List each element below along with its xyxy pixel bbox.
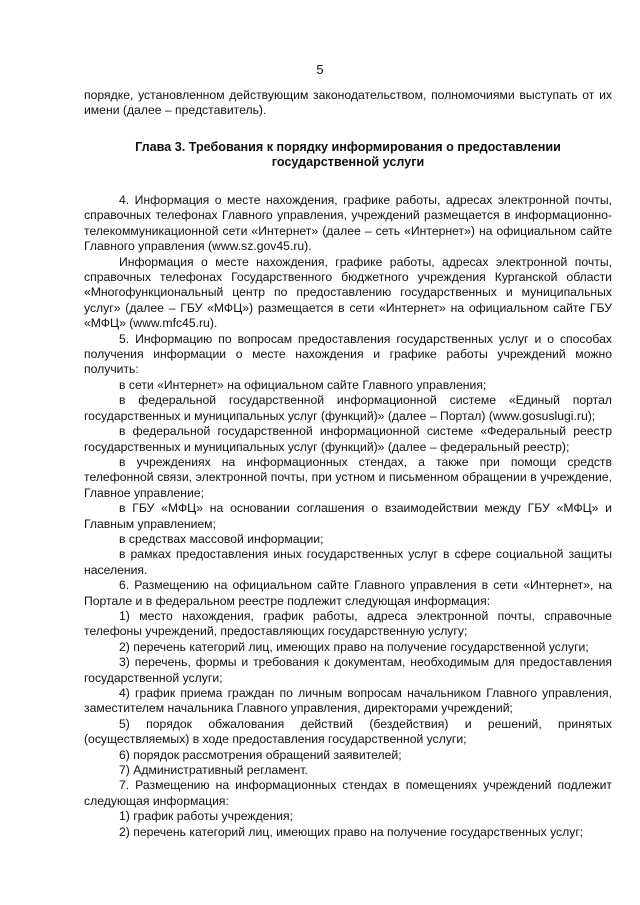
- paragraph-4: 4. Информация о месте нахождения, графике работы, адресах электронной почты, справочных телефонах Главного управления, учреждений размещается в информационно-телекоммуникационной сети «Интернет» (далее – сеть «Интернет») на официальном сайте Главного управления (www.sz.gov45.ru).: [84, 193, 612, 254]
- list-item: в ГБУ «МФЦ» на основании соглашения о взаимодействии между ГБУ «МФЦ» и Главным управлением;: [84, 501, 612, 531]
- list-item: в сети «Интернет» на официальном сайте Главного управления;: [119, 377, 487, 392]
- list-item: 7) Административный регламент.: [119, 763, 308, 778]
- list-item: в федеральной государственной информационной системе «Федеральный реестр государственных и муниципальных услуг (функций)» (далее – федеральный реестр);: [84, 424, 612, 454]
- list-item: 4) график приема граждан по личным вопросам начальником Главного управления, заместителем начальника Главного управления, директорами учреждений;: [84, 686, 612, 716]
- continuation-paragraph: порядке, установленном действующим законодательством, полномочиями выступать от их имени (далее – представитель).: [84, 88, 612, 118]
- list-item: 5) порядок обжалования действий (бездействия) и решений, принятых (осуществляемых) в ходе предоставления государственной услуги;: [84, 716, 612, 747]
- list-item: в федеральной государственной информационной системе «Единый портал государственных и муниципальных услуг (функций)» (далее – Портал) (www.gosuslugi.ru);: [84, 393, 612, 423]
- list-item: 1) место нахождения, график работы, адреса электронной почты, справочные телефоны учреждений, предоставляющих государственную услугу;: [84, 608, 612, 639]
- document-body: [84, 88, 612, 840]
- list-item: 1) график работы учреждения;: [119, 809, 293, 824]
- paragraph-4-mfc: Информация о месте нахождения, графике работы, адресах электронной почты, справочных телефонах Государственного бюджетного учреждения Курганской области «Многофункциональный центр по предоставлению государственных и муниципальных услуг» (далее – ГБУ «МФЦ») размещается в сети «Интернет» на официальном сайте ГБУ «МФЦ» (www.mfc45.ru).: [84, 254, 612, 331]
- paragraph-5: 5. Информацию по вопросам предоставления государственных услуг и о способах получения информации о месте нахождения и графике работы учреждений можно получить:: [84, 331, 612, 377]
- chapter-title: Глава 3. Требования к порядку информирования о предоставлении государственной услуги: [135, 139, 561, 170]
- list-item: в рамках предоставления иных государственных услуг в сфере социальной защиты населения.: [84, 547, 612, 577]
- list-item: 3) перечень, формы и требования к документам, необходимым для предоставления государственной услуги;: [84, 655, 612, 685]
- paragraph-7: 7. Размещению на информационных стендах в помещениях учреждений подлежит следующая информация:: [84, 778, 612, 808]
- page-number: 5: [316, 62, 324, 77]
- paragraph-6: 6. Размещению на официальном сайте Главного управления в сети «Интернет», на Портале и в федеральном реестре подлежит следующая информация:: [84, 578, 612, 608]
- list-item: в средствах массовой информации;: [119, 531, 324, 546]
- list-item: в учреждениях на информационных стендах, а также при помощи средств телефонной связи, электронной почты, при устном и письменном обращении в учреждение, Главное управление;: [84, 454, 612, 500]
- list-item: 6) порядок рассмотрения обращений заявителей;: [119, 747, 402, 762]
- list-item: 2) перечень категорий лиц, имеющих право на получение государственной услуги;: [119, 639, 589, 654]
- list-item: 2) перечень категорий лиц, имеющих право на получение государственных услуг;: [119, 824, 584, 839]
